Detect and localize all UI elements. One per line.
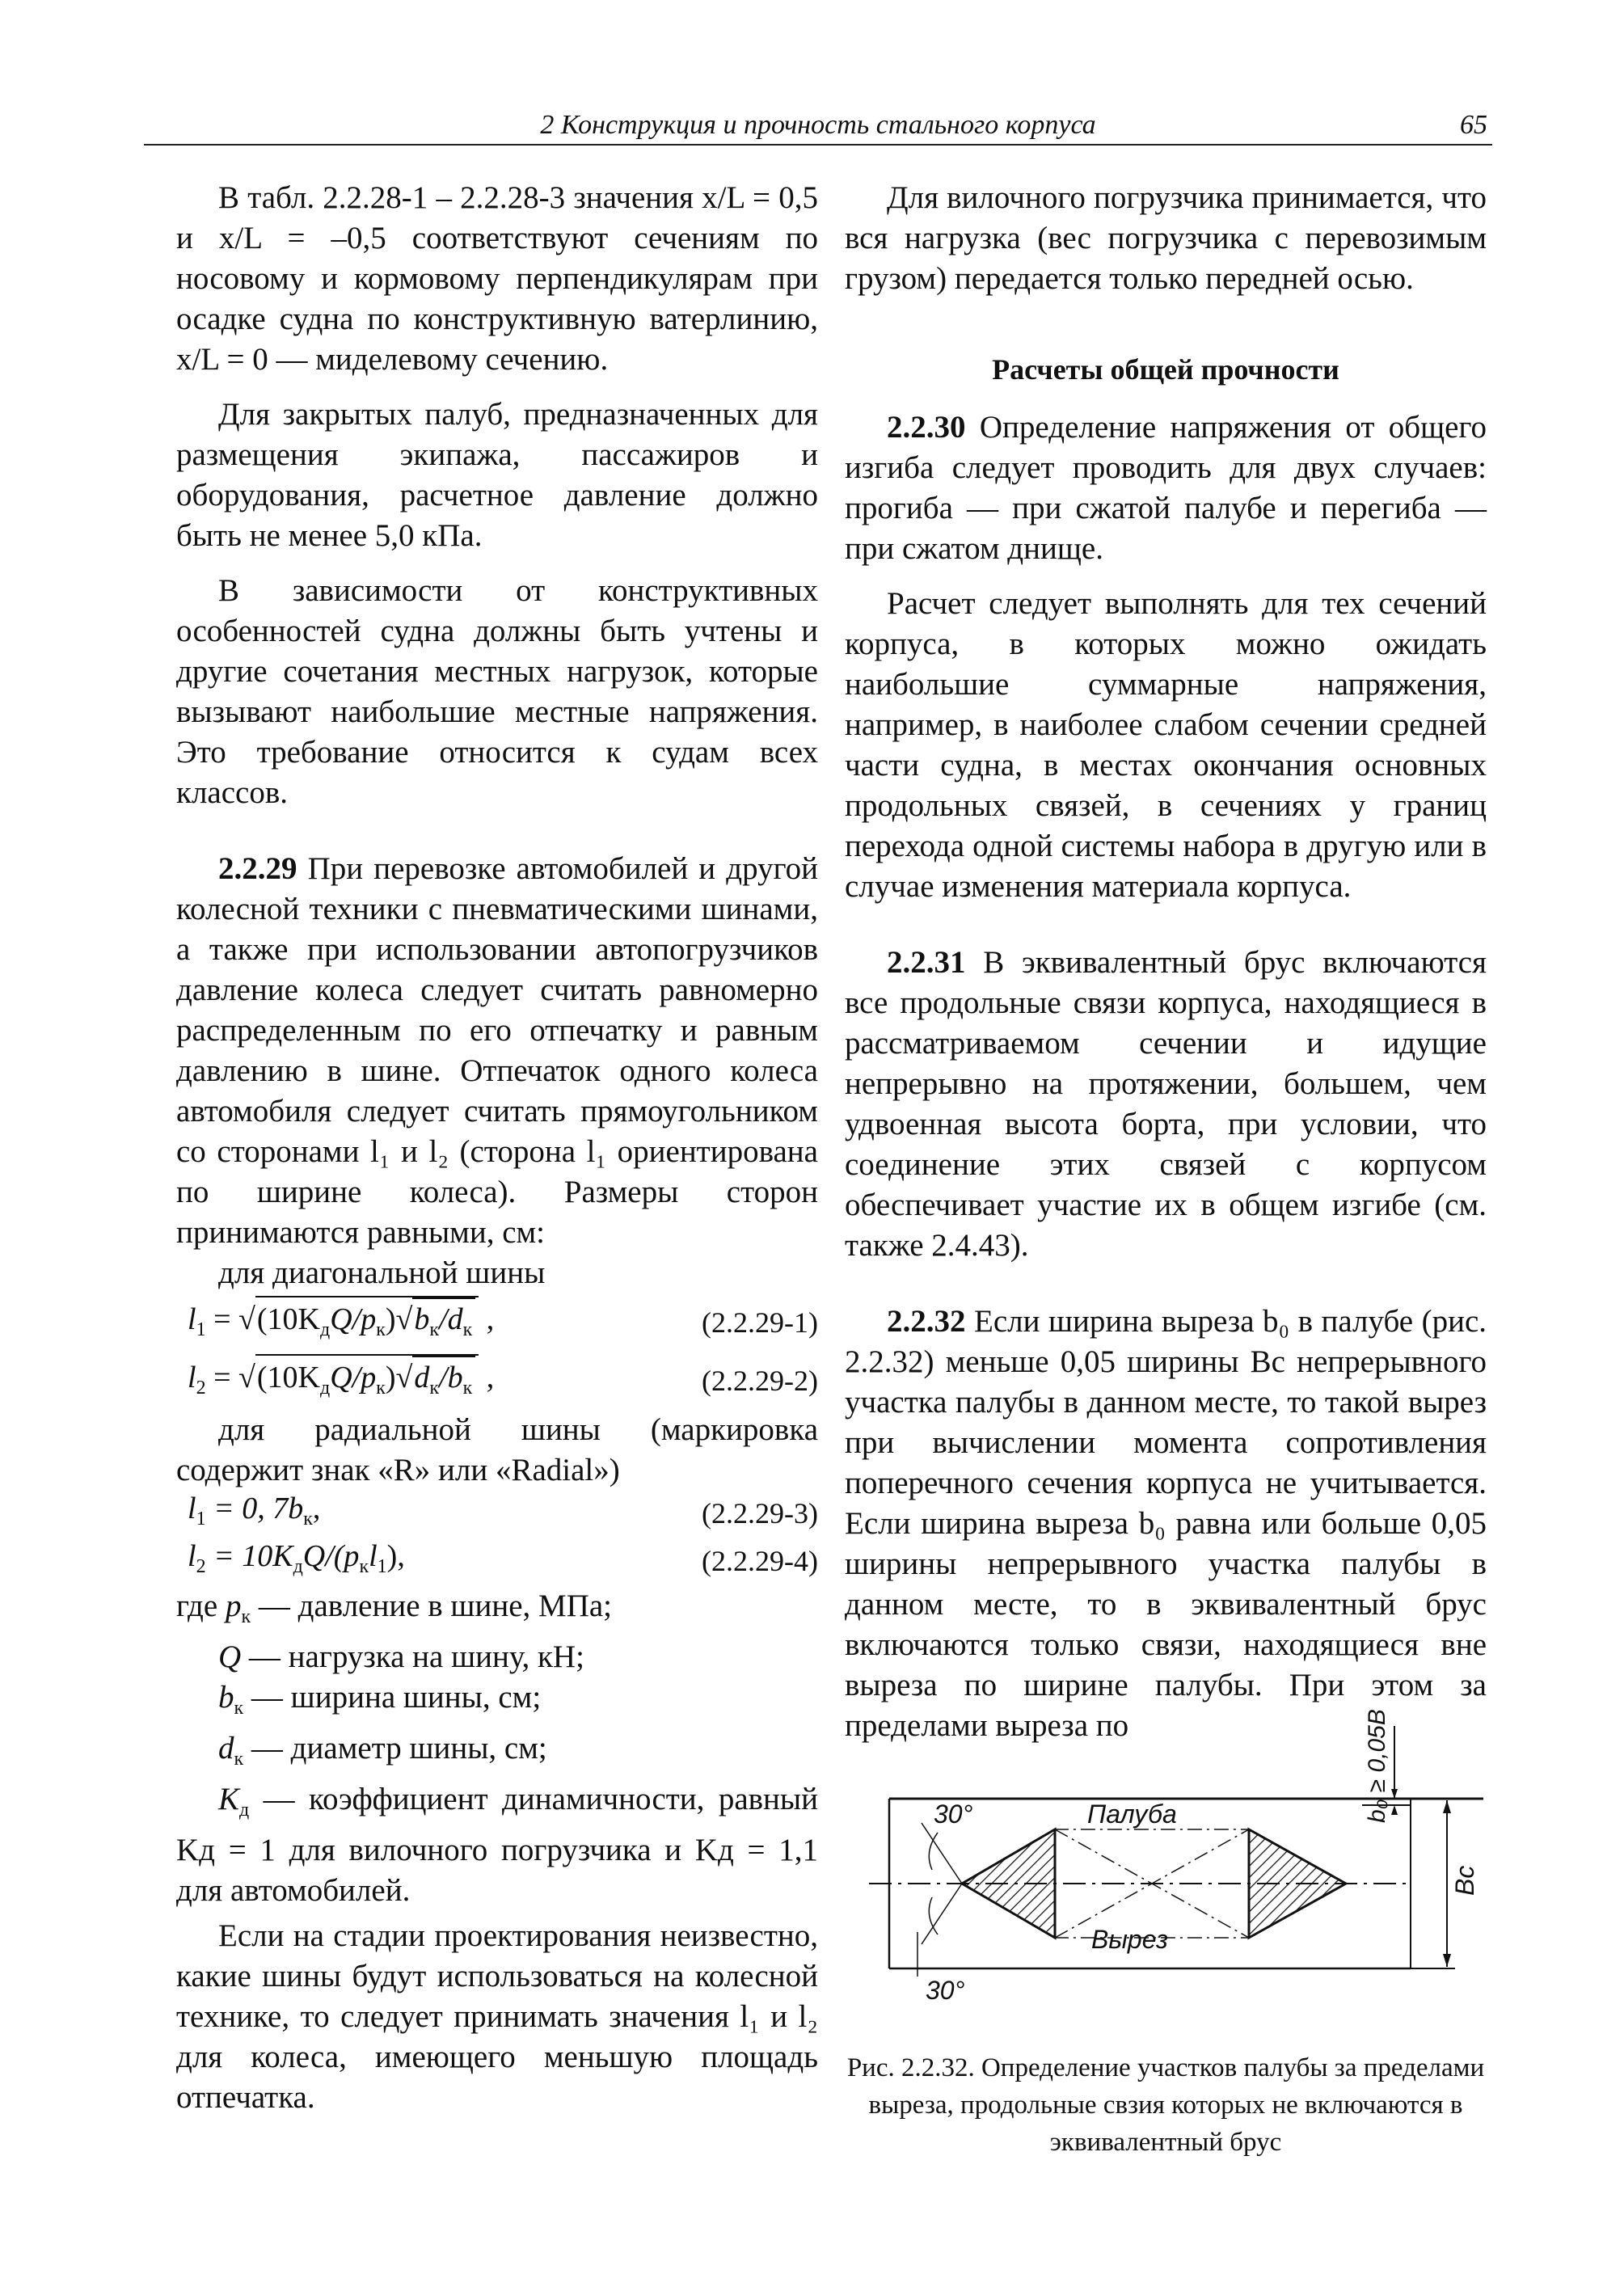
formula-part: ) bbox=[385, 1302, 396, 1336]
cutout-label: Вырез bbox=[1091, 1925, 1168, 1954]
formula-subscript: к bbox=[359, 1555, 369, 1577]
deck-label: Палуба bbox=[1087, 1799, 1177, 1829]
arrow-down-icon bbox=[1443, 1954, 1451, 1967]
clause-number: 2.2.30 bbox=[887, 410, 966, 445]
formula-subscript: 1 bbox=[196, 1318, 206, 1340]
clause-2-2-31 bbox=[845, 943, 1487, 1266]
definition-symbol: Q bbox=[218, 1639, 242, 1674]
formula-subscript: д bbox=[293, 1555, 303, 1577]
formula-part: /b bbox=[439, 1360, 463, 1394]
formula-subscript: к bbox=[429, 1318, 440, 1340]
paragraph: для диагональной шины bbox=[218, 1255, 546, 1290]
paragraph: Для закрытых палуб, предназначенных для размещения экипажа, пассажиров и оборудования, расчетное давление должно быть не менее 5,0 кПа. bbox=[176, 397, 818, 553]
angle-bottom-label: 30° bbox=[926, 1976, 965, 2005]
formula-part: Q/(p bbox=[302, 1538, 360, 1573]
definition-text: — коэффициент динамичности, равный Kд = 1 для вилочного погрузчика и Kд = 1,1 для автомобилей. bbox=[176, 1782, 818, 1908]
formula bbox=[188, 1536, 656, 1587]
section-title: Расчеты общей прочности bbox=[992, 353, 1339, 386]
equation-number: (2.2.29-3) bbox=[702, 1497, 818, 1529]
radical bbox=[412, 1356, 475, 1408]
excluded-area-right bbox=[1249, 1829, 1346, 1938]
equation-number: (2.2.29-1) bbox=[702, 1306, 818, 1339]
formula bbox=[188, 1488, 656, 1539]
clause-text: При перевозке автомобилей и другой колесной техники с пневматическими шинами, а также при использовании автопогрузчиков давление колеса следует считать равномерно распределенным по его отпечатку и равным давлению в шине. Отпечаток одного колеса автомобиля следует считать прямоугольником со сторонами l₁ и l₂ (сторона l₁ ориентирована по ширине колеса). Размеры сторон принимаются равными, см: bbox=[176, 851, 818, 1250]
formula-part: = 0, 7b bbox=[213, 1491, 304, 1525]
arrow-down-icon bbox=[1391, 1789, 1398, 1799]
paragraph: Расчет следует выполнять для тех сечений корпуса, в которых можно ожидать наибольшие суммарные напряжения, например, в наиболее слабом сечении средней части судна, в местах окончания основных продольных связей, в сечениях у границ перехода одной системы набора в другую или в случае изменения материала корпуса. bbox=[845, 586, 1487, 904]
formula-part: = 10K bbox=[213, 1538, 293, 1573]
formula-part: Q/p bbox=[330, 1302, 377, 1336]
definition-item bbox=[176, 1779, 818, 1911]
definitions-list bbox=[176, 1586, 818, 1911]
page-number: 65 bbox=[1460, 110, 1487, 140]
formula-part: Q/p bbox=[330, 1360, 377, 1394]
clause-text: В эквивалентный брус включаются все продольные связи корпуса, находящиеся в рассматриваемом сечении и идущие непрерывно на протяжении, большем, чем удвоенная высота борта, при условии, что соединение этих связей с корпусом обеспечивает участие их в общем изгибе (см. также 2.4.43). bbox=[845, 945, 1487, 1263]
arrow-up-icon bbox=[1391, 1805, 1398, 1815]
paragraph: для радиальной шины (маркировка содержит знак «R» или «Radial») bbox=[176, 1412, 818, 1487]
clause-text: Определение напряжения от общего изгиба следует проводить для двух случаев: прогиба — при сжатой палубе и перегиба — при сжатом днище. bbox=[845, 410, 1487, 566]
formula-part: , bbox=[486, 1302, 495, 1336]
formula-subscript: к bbox=[376, 1377, 386, 1399]
definition-symbol: b bbox=[218, 1680, 234, 1715]
formula-subscript: к bbox=[234, 1698, 244, 1719]
formula-part: (10K bbox=[256, 1360, 320, 1394]
formula-subscript: к bbox=[429, 1377, 440, 1399]
clause-2-2-29 bbox=[176, 849, 818, 1253]
angle-leader-bottom bbox=[922, 1884, 962, 1944]
radical: $(10K_дQ/p_к)√d_к/b_к$ bbox=[255, 1354, 479, 1408]
formula-subscript: к bbox=[462, 1377, 473, 1399]
clause-text: Если ширина выреза b₀ в палубе (рис. 2.2.32) меньше 0,05 ширины Bс непрерывного участка палубы в данном месте, то такой вырез при вычислении момента сопротивления поперечного сечения корпуса не учитывается. Если ширина выреза b₀ равна или больше 0,05 ширины непрерывного участка палубы в данном месте, то в эквивалентный брус включаются только связи, находящиеся вне выреза по ширине палубы. При этом за пределами выреза по bbox=[845, 1304, 1487, 1743]
radical: $(10K_дQ/p_к)√b_к/d_к$ bbox=[255, 1296, 479, 1350]
formula-part: (10K bbox=[256, 1302, 320, 1336]
equation-2-2-29-3 bbox=[188, 1491, 818, 1536]
formula-part: d bbox=[414, 1360, 430, 1394]
equation-number: (2.2.29-2) bbox=[702, 1365, 818, 1397]
formula-subscript: к bbox=[462, 1318, 473, 1340]
clause-2-2-32 bbox=[845, 1302, 1487, 1746]
formula-subscript: 2 bbox=[196, 1377, 206, 1399]
formula-subscript: д bbox=[319, 1377, 331, 1399]
definition-item bbox=[176, 1586, 818, 1637]
clause-number: 2.2.31 bbox=[887, 945, 966, 980]
b0-dimension-label: b₀ ≥ 0,05Bс bbox=[1364, 1710, 1390, 1823]
clause-number: 2.2.32 bbox=[887, 1304, 966, 1339]
definition-text: — ширина шины, см; bbox=[243, 1680, 542, 1715]
equation-2-2-29-1 bbox=[188, 1293, 818, 1352]
paragraph: Если на стадии проектирования неизвестно, какие шины будут использоваться на колесной технике, то следует принимать значения l₁ и l₂ для колеса, имеющего меньшую площадь отпечатка. bbox=[176, 1918, 818, 2115]
definition-symbol: p bbox=[225, 1589, 242, 1623]
paragraph: В табл. 2.2.28-1 – 2.2.28-3 значения x/L = 0,5 и x/L = –0,5 соответствуют сечениям по носовому и кормовому перпендикулярам при осадке судна по конструктивную ватерлинию, x/L = 0 — миделевому сечению. bbox=[176, 180, 818, 377]
formula-subscript: д bbox=[319, 1318, 331, 1340]
formula-symbol: l bbox=[188, 1302, 196, 1336]
formula-part: ) bbox=[385, 1360, 396, 1394]
formula-part: , bbox=[486, 1360, 495, 1394]
formula-part: , bbox=[312, 1491, 321, 1525]
formula: $l_1 = √(10K_дQ/p_к)√b_к/d_к$ , bbox=[188, 1296, 656, 1350]
equation-2-2-29-4 bbox=[188, 1536, 818, 1586]
formula-subscript: 2 bbox=[196, 1555, 206, 1577]
figure-2-2-32 bbox=[845, 1710, 1487, 2049]
right-column bbox=[845, 178, 1487, 1746]
formula: $l_2 = √(10K_дQ/p_к)√d_к/b_к$ , bbox=[188, 1354, 656, 1408]
angle-arc-top bbox=[929, 1833, 938, 1870]
formula-subscript: к bbox=[376, 1318, 386, 1340]
formula-subscript: к bbox=[234, 1749, 244, 1770]
angle-arc-bottom bbox=[929, 1897, 938, 1934]
figure-caption: Рис. 2.2.32. Определение участков палубы за пределами выреза, продольные свзия которых не включаются в эквивалентный брус bbox=[846, 2053, 1485, 2157]
clause-2-2-30 bbox=[845, 407, 1487, 569]
left-column bbox=[176, 178, 818, 2118]
formula-part: b bbox=[414, 1302, 430, 1336]
equation-number: (2.2.29-4) bbox=[702, 1545, 818, 1577]
definition-text: — давление в шине, МПа; bbox=[251, 1589, 613, 1623]
definition-prefix: где bbox=[176, 1589, 226, 1623]
deck-cutout-diagram bbox=[845, 1710, 1487, 2049]
formula-subscript: к bbox=[303, 1508, 313, 1529]
formula-subscript: 1 bbox=[196, 1508, 206, 1529]
running-header-title: 2 Конструкция и прочность стального корпуса bbox=[540, 110, 1096, 140]
definition-symbol: K bbox=[218, 1782, 240, 1816]
angle-top-label: 30° bbox=[934, 1799, 973, 1829]
bc-dimension-label: Bс bbox=[1450, 1865, 1479, 1896]
formula-part: l bbox=[369, 1538, 378, 1573]
definition-text: — диаметр шины, см; bbox=[243, 1731, 547, 1766]
definition-item bbox=[176, 1637, 818, 1677]
formula-subscript: к bbox=[241, 1606, 251, 1627]
formula-subscript: 1 bbox=[377, 1555, 387, 1577]
clause-number: 2.2.29 bbox=[218, 851, 297, 886]
angle-leader-top bbox=[922, 1823, 962, 1884]
definition-item bbox=[176, 1728, 818, 1779]
definition-text: — нагрузка на шину, кН; bbox=[241, 1639, 584, 1674]
paragraph: Для вилочного погрузчика принимается, что вся нагрузка (вес погрузчика с перевозимым грузом) передается только передней осью. bbox=[845, 180, 1487, 296]
formula-symbol: l bbox=[188, 1538, 196, 1573]
excluded-area-left bbox=[962, 1829, 1055, 1938]
formula-part: /d bbox=[439, 1302, 463, 1336]
running-header bbox=[144, 103, 1492, 146]
formula-symbol: l bbox=[188, 1360, 196, 1394]
formula-part: ), bbox=[386, 1538, 405, 1573]
definition-symbol: d bbox=[218, 1731, 234, 1766]
formula-symbol: l bbox=[188, 1491, 196, 1525]
arrow-up-icon bbox=[1443, 1800, 1451, 1813]
paragraph: В зависимости от конструктивных особенностей судна должны быть учтены и другие сочетания местных нагрузок, которые вызывают наибольшие местные напряжения. Это требование относится к судам всех классов. bbox=[176, 573, 818, 810]
formula-subscript: д bbox=[239, 1799, 250, 1821]
definition-item bbox=[176, 1677, 818, 1728]
equation-2-2-29-2 bbox=[188, 1352, 818, 1410]
radical bbox=[412, 1297, 475, 1350]
